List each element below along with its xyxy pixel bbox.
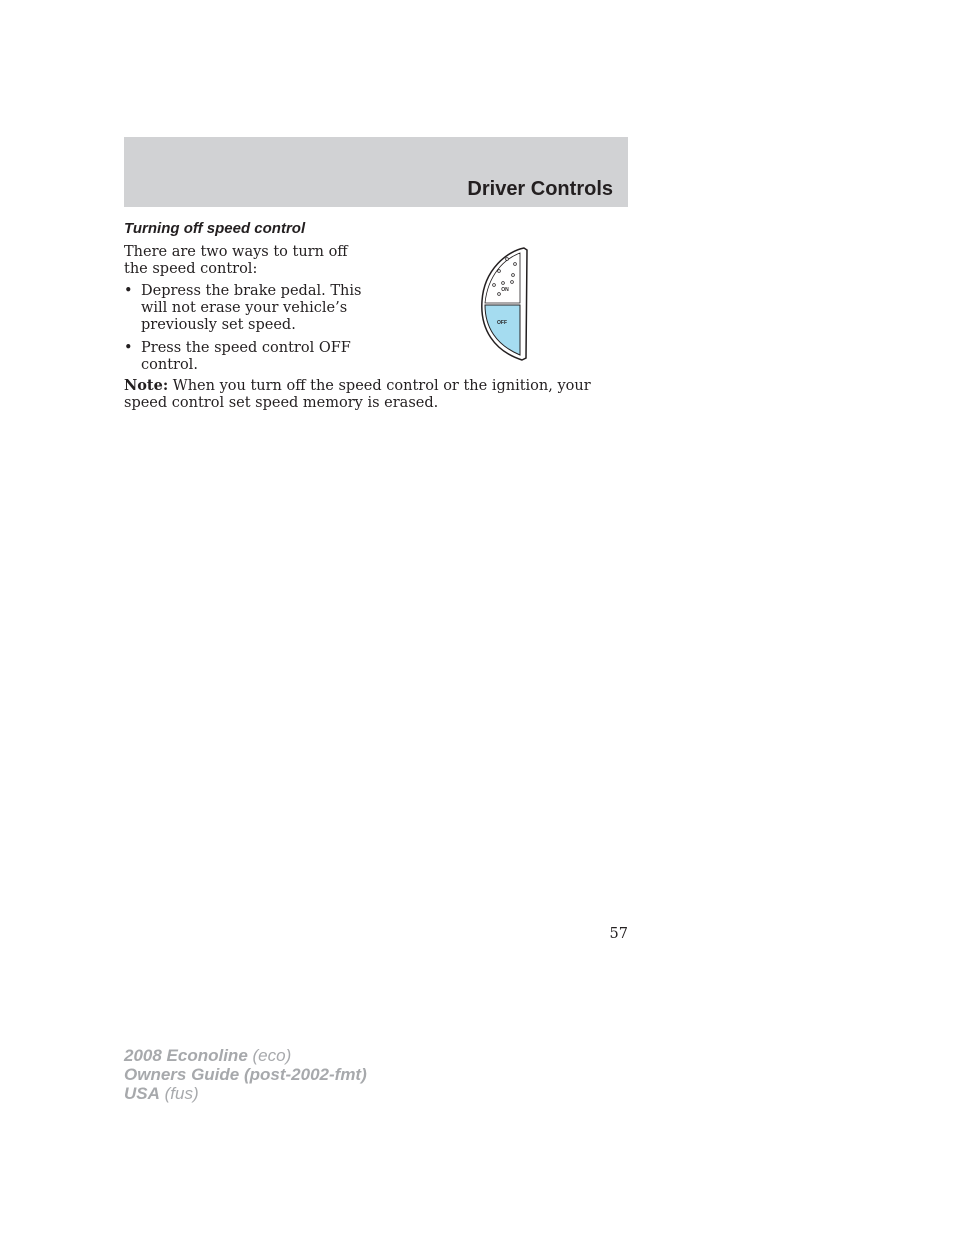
footer-guide: Owners Guide (post-2002-fmt) — [124, 1065, 367, 1084]
list-item-text: Press the speed control OFF control. — [141, 340, 351, 373]
off-label: OFF — [497, 320, 507, 326]
page-number: 57 — [609, 926, 628, 942]
page-title: Driver Controls — [467, 178, 613, 200]
note-text: When you turn off the speed control or the ignition, your speed control set speed memory is erased. — [124, 378, 591, 411]
list-item — [124, 340, 384, 374]
bullet-list — [124, 283, 384, 380]
note-paragraph — [124, 377, 624, 412]
list-item — [124, 283, 384, 334]
section-heading: Turning off speed control — [124, 220, 306, 237]
speed-control-switch-illustration — [478, 245, 530, 363]
list-item-text: Depress the brake pedal. This will not erase your vehicle’s previously set speed. — [141, 283, 362, 333]
note-label: Note: — [124, 377, 169, 394]
footer-model-code: (eco) — [247, 1046, 292, 1065]
footer-market-code: (fus) — [159, 1084, 199, 1103]
footer-line-1 — [124, 1046, 367, 1065]
header-bar — [124, 137, 628, 207]
intro-paragraph: There are two ways to turn off the speed control: — [124, 244, 348, 277]
on-label: ON — [501, 287, 509, 293]
footer-market: USA — [124, 1084, 160, 1103]
bullet-marker: • — [124, 283, 133, 299]
bullet-marker: • — [124, 340, 133, 356]
footer — [124, 1046, 367, 1103]
footer-line-3 — [124, 1084, 367, 1103]
footer-model: 2008 Econoline — [124, 1046, 248, 1065]
footer-line-2 — [124, 1065, 367, 1084]
